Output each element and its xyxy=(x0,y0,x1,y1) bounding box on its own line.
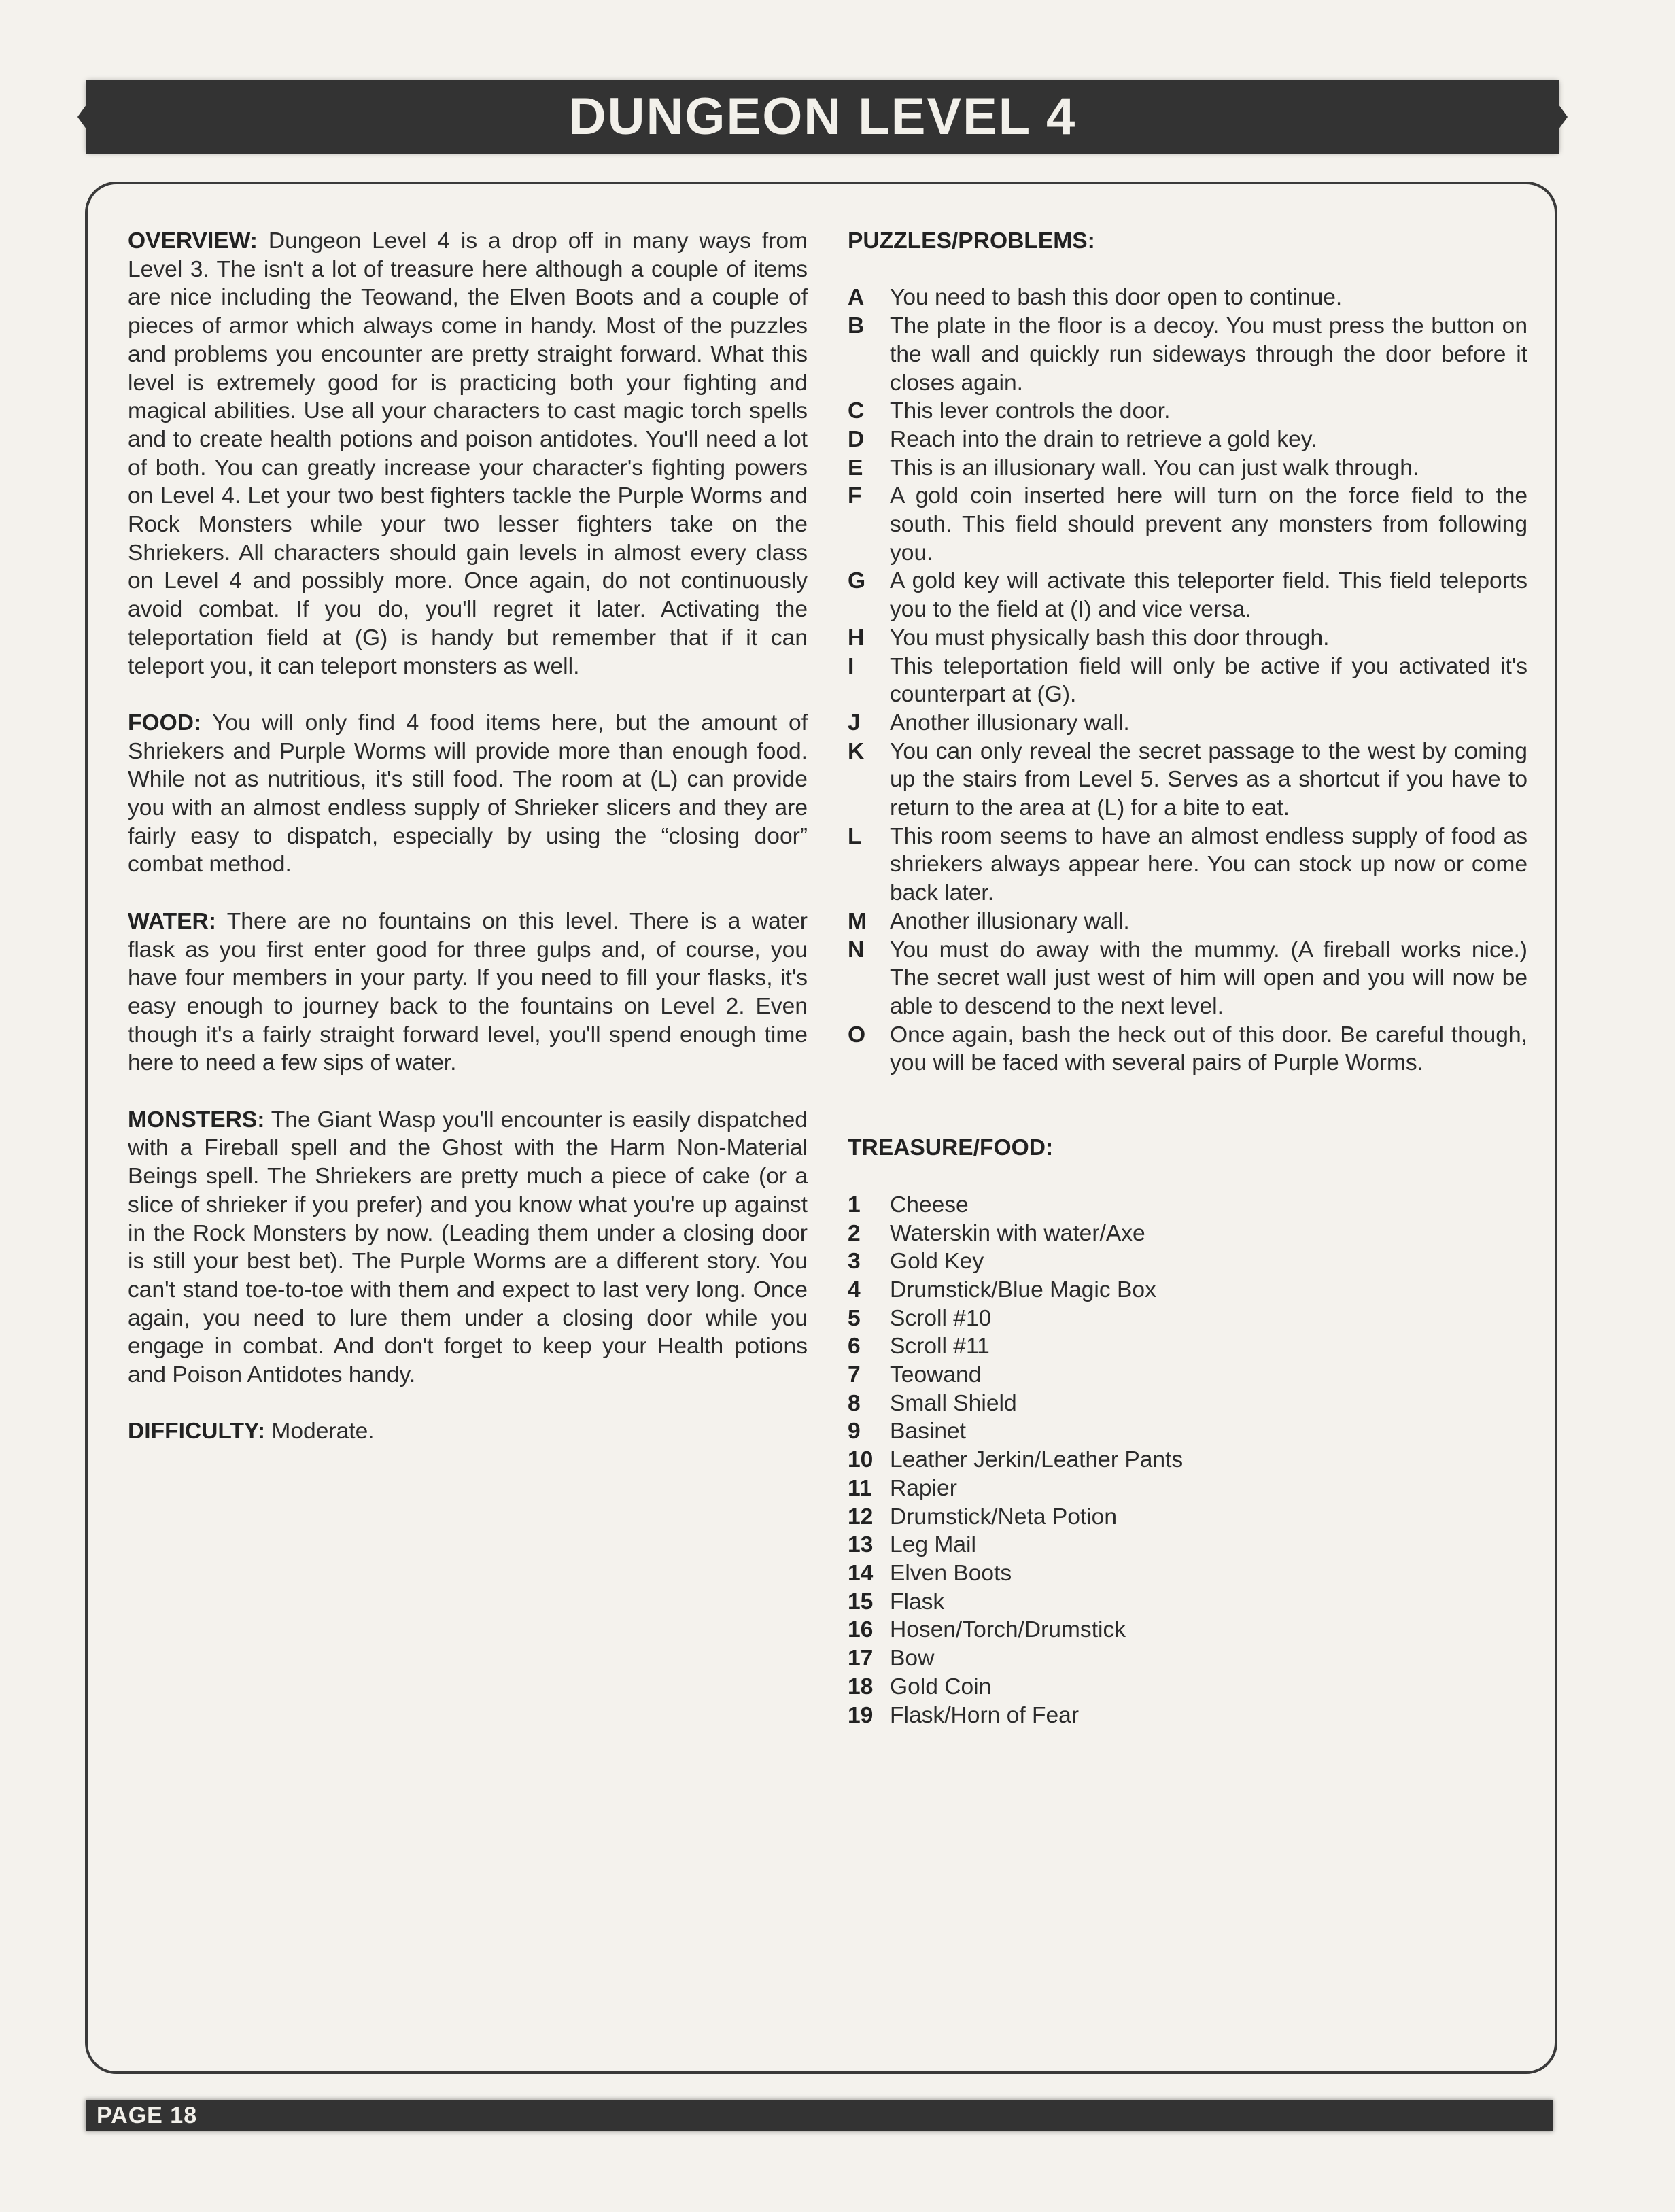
treasure-item xyxy=(848,1389,1527,1418)
treasure-item xyxy=(848,1304,1527,1333)
treasure-item xyxy=(848,1559,1527,1588)
treasure-item xyxy=(848,1503,1527,1532)
banner-right-cap xyxy=(1557,102,1568,132)
footer-bar xyxy=(86,2100,1553,2131)
treasure-item-text: Leather Jerkin/Leather Pants xyxy=(890,1447,1184,1473)
treasure-item-text: Scroll #11 xyxy=(890,1334,990,1360)
treasure-item xyxy=(848,1644,1527,1673)
treasure-item-text: Gold Coin xyxy=(890,1674,992,1699)
puzzle-item-key: M xyxy=(848,908,867,934)
puzzle-item-text: This room seems to have an almost endless supply of food as shriekers always appear here. You can stock up now or come back later. xyxy=(890,823,1527,906)
treasure-item-text: Bow xyxy=(890,1646,935,1672)
puzzle-item-key: A xyxy=(848,285,865,311)
puzzle-item xyxy=(848,426,1527,454)
puzzle-item-key: D xyxy=(848,426,865,452)
treasure-heading: TREASURE/FOOD: xyxy=(848,1135,1054,1161)
puzzle-item-key: N xyxy=(848,937,865,963)
puzzle-item xyxy=(848,709,1527,738)
treasure-item-text: Drumstick/Neta Potion xyxy=(890,1504,1118,1530)
puzzle-item-key: I xyxy=(848,653,854,679)
puzzle-item-text: Another illusionary wall. xyxy=(890,710,1130,736)
puzzle-item-text: You must physically bash this door through. xyxy=(890,625,1330,651)
puzzle-item xyxy=(848,624,1527,653)
puzzle-item xyxy=(848,738,1527,823)
puzzle-item xyxy=(848,454,1527,483)
overview-paragraph xyxy=(128,227,808,680)
treasure-item xyxy=(848,1588,1527,1617)
puzzle-item-key: B xyxy=(848,313,865,339)
treasure-item-key: 16 xyxy=(848,1617,874,1643)
food-text: You will only find 4 food items here, but the amount of Shriekers and Purple Worms will provide more than enough food. While not as nutritious, it's still food. The room at (L) can provide you with an almost endless supply of Shrieker slicers and they are fairly easy to dispatch, especially by using the “closing door” combat method. xyxy=(128,710,808,878)
puzzle-item-text: You can only reveal the secret passage to the west by coming up the stairs from Level 5. Serves as a shortcut if you have to return to the area at (L) for a bite to eat. xyxy=(890,738,1527,821)
treasure-item-key: 17 xyxy=(848,1646,874,1672)
puzzle-item-key: J xyxy=(848,710,861,736)
puzzle-item xyxy=(848,936,1527,1021)
overview-label: OVERVIEW: xyxy=(128,228,258,254)
treasure-item xyxy=(848,1191,1527,1220)
treasure-item-key: 6 xyxy=(848,1334,861,1360)
puzzle-item xyxy=(848,908,1527,936)
treasure-item-text: Waterskin with water/Axe xyxy=(890,1220,1145,1246)
overview-text: Dungeon Level 4 is a drop off in many ways from Level 3. The isn't a lot of treasure here although a couple of items are nice including the Teowand, the Elven Boots and a couple of pieces of armor which always come in handy. Most of the puzzles and problems you encounter are pretty straight forward. What this level is extremely good for is practicing both your fighting and magical abilities. Use all your characters to cast magic torch spells and to create health potions and poison antidotes. You'll need a lot of both. You can greatly increase your character's fighting powers on Level 4. Let your two best fighters tackle the Purple Worms and Rock Monsters while your two lesser fighters take on the Shriekers. All characters should gain levels in almost every class on Level 4 and possibly more. Once again, do not continuously avoid combat. If you do, you'll regret it later. Activating the teleportation field at (G) is handy but remember that if it can teleport you, it can teleport monsters as well. xyxy=(128,228,808,679)
puzzle-item-key: G xyxy=(848,568,866,594)
puzzle-item xyxy=(848,1021,1527,1077)
right-column xyxy=(848,227,1527,1729)
puzzle-item-text: The plate in the floor is a decoy. You must press the button on the wall and quickly run sideways through the door before it closes again. xyxy=(890,313,1527,396)
treasure-item-key: 9 xyxy=(848,1419,861,1445)
puzzle-item-key: E xyxy=(848,455,863,481)
treasure-item-key: 14 xyxy=(848,1560,874,1586)
treasure-item xyxy=(848,1446,1527,1474)
treasure-item-key: 12 xyxy=(848,1504,874,1530)
treasure-item-text: Flask xyxy=(890,1589,945,1614)
left-column xyxy=(128,227,808,1446)
treasure-item xyxy=(848,1616,1527,1644)
treasure-list xyxy=(848,1191,1527,1729)
treasure-item-text: Hosen/Torch/Drumstick xyxy=(890,1617,1126,1643)
treasure-item-text: Teowand xyxy=(890,1362,982,1388)
puzzle-item-key: C xyxy=(848,398,865,424)
treasure-item-text: Rapier xyxy=(890,1475,957,1501)
puzzle-item-text: You need to bash this door open to continue. xyxy=(890,285,1343,311)
treasure-item xyxy=(848,1247,1527,1276)
water-paragraph xyxy=(128,908,808,1077)
puzzle-item-text: A gold key will activate this teleporter field. This field teleports you to the field at (I) and vice versa. xyxy=(890,568,1527,623)
monsters-label: MONSTERS: xyxy=(128,1107,265,1133)
puzzle-item-key: K xyxy=(848,738,865,764)
water-text: There are no fountains on this level. There is a water flask as you first enter good for three gulps and, of course, you have four members in your party. If you need to fill your flasks, it's easy enough to journey back to the fountains on Level 2. Even though it's a fairly straight forward level, you'll spend enough time here to need a few sips of water. xyxy=(128,908,808,1076)
treasure-item-key: 3 xyxy=(848,1249,861,1275)
treasure-item xyxy=(848,1474,1527,1503)
water-label: WATER: xyxy=(128,908,216,934)
difficulty-text: Moderate. xyxy=(271,1419,375,1445)
treasure-item xyxy=(848,1531,1527,1559)
treasure-item-text: Flask/Horn of Fear xyxy=(890,1702,1080,1728)
treasure-item xyxy=(848,1701,1527,1730)
treasure-item-key: 13 xyxy=(848,1532,874,1558)
puzzles-list xyxy=(848,283,1527,1077)
treasure-item-text: Scroll #10 xyxy=(890,1305,992,1331)
treasure-item-key: 2 xyxy=(848,1220,861,1246)
treasure-item-text: Leg Mail xyxy=(890,1532,976,1558)
treasure-item xyxy=(848,1673,1527,1701)
puzzle-item-text: Once again, bash the heck out of this door. Be careful though, you will be faced with several pairs of Purple Worms. xyxy=(890,1022,1527,1076)
page-number: PAGE 18 xyxy=(97,2103,198,2128)
puzzle-item-key: O xyxy=(848,1022,866,1048)
page-title: DUNGEON LEVEL 4 xyxy=(568,88,1077,145)
food-paragraph xyxy=(128,709,808,879)
title-banner xyxy=(88,83,1557,151)
puzzle-item-text: A gold coin inserted here will turn on the force field to the south. This field should prevent any monsters from following you. xyxy=(890,483,1527,566)
treasure-item-key: 11 xyxy=(848,1475,872,1501)
puzzle-item-text: This teleportation field will only be active if you activated it's counterpart at (G). xyxy=(890,653,1527,708)
treasure-item-text: Cheese xyxy=(890,1192,969,1217)
treasure-item xyxy=(848,1361,1527,1389)
treasure-item-text: Drumstick/Blue Magic Box xyxy=(890,1277,1156,1302)
treasure-item-key: 19 xyxy=(848,1702,874,1728)
puzzle-item xyxy=(848,482,1527,567)
puzzle-item xyxy=(848,397,1527,426)
treasure-item-text: Basinet xyxy=(890,1419,966,1445)
treasure-item-text: Elven Boots xyxy=(890,1560,1012,1586)
monsters-text: The Giant Wasp you'll encounter is easily dispatched with a Fireball spell and the Ghost with the Harm Non-Material Beings spell. The Shriekers are pretty much a piece of cake (or a slice of shrieker if you prefer) and you know what you're up against in the Rock Monsters by now. (Leading them under a closing door is still your best bet). The Purple Worms are a different story. You can't stand toe-to-toe with them and expect to last very long. Once again, you need to lure them under a closing door while you engage in combat. And don't forget to keep your Health potions and Poison Antidotes handy. xyxy=(128,1107,808,1388)
puzzle-item-text: This is an illusionary wall. You can just walk through. xyxy=(890,455,1419,481)
treasure-item-key: 4 xyxy=(848,1277,861,1302)
treasure-item-text: Small Shield xyxy=(890,1390,1017,1416)
treasure-item xyxy=(848,1276,1527,1304)
puzzle-item-text: You must do away with the mummy. (A fireball works nice.) The secret wall just west of him will open and you will now be able to descend to the next level. xyxy=(890,937,1527,1019)
difficulty-paragraph xyxy=(128,1417,808,1446)
banner-left-cap xyxy=(77,102,88,132)
puzzle-item xyxy=(848,653,1527,709)
puzzle-item xyxy=(848,823,1527,908)
treasure-item xyxy=(848,1417,1527,1446)
treasure-item-key: 7 xyxy=(848,1362,861,1388)
puzzle-item xyxy=(848,283,1527,312)
puzzle-item-text: This lever controls the door. xyxy=(890,398,1171,424)
treasure-item-key: 1 xyxy=(848,1192,861,1217)
treasure-item xyxy=(848,1332,1527,1361)
puzzles-heading: PUZZLES/PROBLEMS: xyxy=(848,228,1095,254)
treasure-item-key: 5 xyxy=(848,1305,861,1331)
puzzle-item-text: Reach into the drain to retrieve a gold key. xyxy=(890,426,1317,452)
treasure-item-key: 18 xyxy=(848,1674,874,1699)
treasure-item-key: 10 xyxy=(848,1447,874,1473)
puzzle-item-key: H xyxy=(848,625,865,651)
puzzle-item-key: L xyxy=(848,823,862,849)
puzzle-item xyxy=(848,567,1527,623)
puzzle-item-key: F xyxy=(848,483,862,509)
treasure-item-key: 15 xyxy=(848,1589,874,1614)
food-label: FOOD: xyxy=(128,710,202,736)
puzzle-item-text: Another illusionary wall. xyxy=(890,908,1130,934)
difficulty-label: DIFFICULTY: xyxy=(128,1419,266,1445)
treasure-item-key: 8 xyxy=(848,1390,861,1416)
puzzle-item xyxy=(848,312,1527,397)
treasure-item xyxy=(848,1220,1527,1248)
treasure-item-text: Gold Key xyxy=(890,1249,984,1275)
monsters-paragraph xyxy=(128,1106,808,1389)
